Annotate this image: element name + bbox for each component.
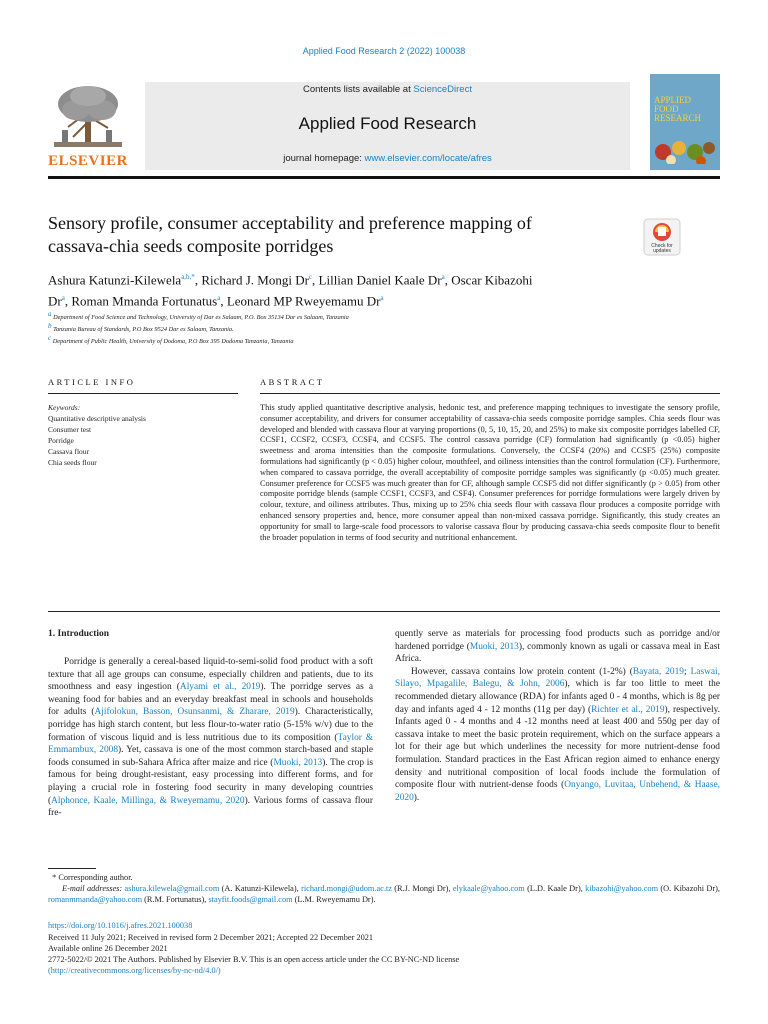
author-name: Ashura Katunzi-Kilewela	[48, 272, 182, 288]
affiliation-text: Department of Public Health, University of Dodoma, P.O Box 395 Dodoma Tanzania, Tanzania	[52, 338, 294, 346]
email-link[interactable]: kibazohi@yahoo.com	[585, 884, 661, 893]
cover-title-line: FOOD	[654, 104, 679, 114]
intro-paragraph	[48, 656, 373, 820]
affiliation-mark: b	[48, 322, 52, 330]
body-text: ). The crop is famous for being drought-resistant, easy processing into different forms, and for playing a crucial role in fostering food security in many developing countries (	[48, 757, 373, 806]
affiliation-mark: c	[48, 334, 52, 342]
elsevier-tree-logo	[48, 82, 128, 152]
citation-link[interactable]: Alphonce, Kaale, Millinga, & Rweyemamu, 2020	[51, 795, 245, 806]
intro-paragraph	[395, 628, 720, 666]
affiliation-text: Tanzania Bureau of Standards, P.O Box 9524 Dar es Salaam, Tanzania.	[53, 326, 234, 334]
check-for-updates-icon	[643, 218, 681, 256]
body-text: ), respectively. Infants aged 0 - 4 months and 4 -12 months need at least 400 and 550g per day of cassava intake to meet the basic protein requirement, which on the surface appears a lot for their age but which underlines the necessity for more nutrient-dense food formulation. Standard practices in the East African region aimed to enhance energy density and nutritional composition of local foods include the formulation of composite flour with nutrient-dense foods (	[395, 704, 720, 791]
check-updates-line2: updates	[653, 248, 671, 254]
author-name: Dr	[48, 293, 62, 309]
received-dates: Received 11 July 2021; Received in revised form 2 December 2021; Accepted 22 December 2021	[48, 933, 374, 942]
header-rule	[48, 176, 720, 179]
keyword: Cassava flour	[48, 447, 90, 456]
keyword: Chia seeds flour	[48, 458, 97, 467]
email-link[interactable]: romanmmanda@yahoo.com	[48, 895, 145, 904]
doi-link[interactable]: https://doi.org/10.1016/j.afres.2021.100038	[48, 921, 193, 930]
keyword: Porridge	[48, 436, 74, 445]
emails-label: E-mail addresses:	[62, 884, 123, 893]
body-text: ), which is far too little to meet the recommended dietary allowance (RDA) for infants aged 0 - 4 months, which is 8g per day and infants aged 4 - 12 months (11g per day) (	[395, 679, 720, 715]
sciencedirect-link[interactable]: ScienceDirect	[413, 84, 472, 95]
body-text: ;	[684, 666, 691, 677]
footnote-rule	[48, 868, 96, 869]
author-affiliation-mark[interactable]: a	[380, 294, 384, 303]
author-list	[48, 268, 648, 311]
article-title-line: Sensory profile, consumer acceptability and preference mapping of	[48, 213, 532, 233]
article-title-line: cassava-chia seeds composite porridges	[48, 236, 334, 256]
citation-link[interactable]: Muoki, 2013	[469, 641, 519, 652]
author-affiliation-mark[interactable]: a	[441, 273, 445, 281]
corresponding-note: * Corresponding author.	[48, 873, 133, 882]
journal-cover[interactable]	[650, 74, 720, 170]
body-text: quently serve as materials for processing food products such as porridge and/or hardened porridge (	[395, 629, 720, 652]
affiliation-mark: a	[48, 310, 52, 318]
author-name: Roman Mmanda Fortunatus	[71, 293, 218, 309]
journal-reference-link[interactable]: Applied Food Research 2 (2022) 100038	[302, 46, 466, 56]
cover-title-line: APPLIED	[654, 95, 692, 105]
body-text: ).	[413, 792, 420, 803]
homepage-prefix: journal homepage:	[283, 153, 362, 164]
citation-link[interactable]: Bayata, 2019	[632, 666, 684, 677]
citation-link[interactable]: Ajifolokun, Basson, Osunsanmi, & Zharare, 2019	[94, 707, 295, 718]
author-name: Richard J. Mongi Dr	[201, 272, 309, 288]
affiliation-b	[48, 322, 234, 333]
body-text: ). Characteristically, porridge has high starch content, but less flour-to-water ratio (5-15% w/v) due to the formation of viscous liquid and is less nutritious due to its composition (	[48, 707, 373, 743]
author-separator: ,	[312, 272, 319, 288]
abstract-text: This study applied quantitative descriptive analysis, hedonic test, and preference mapping techniques to investigate the sensory profile, consumer acceptability, and drivers for consumer acceptability of cassava-chia seeds composite porridge samples. Chia seeds flour was developed and blended with cassava flour at varying proportions (0, 5, 10, 15, 20, and 25%) to make six composite porridges labelled CF, CCSF1, CCSF2, CCSF3, CCSF4, and CCSF5. The control cassava porridge (CF) formulation had significantly (p <0.05) higher sweetness and aroma intensities than the composite formulations. Conversely, the CCSF4 (20%) and CCSF5 (25%) composite formulations had significantly (p < 0.05) higher colour, mouthfeel, and oiliness intensities than the control formulation (CF). Furthermore, when compared to cassava porridge, the overall acceptability of composite porridge samples was significantly (p <0.05) much greater. Consumer preference for CCSF5 was much greater than for CF, although sample CCSF5 did not differ significantly (p > 0.05) from other composite porridge blends (sample CCSF1, CCSF3, and CSF4). Consumer preferences for porridge formulations were largely driven by colour, texture, and oiliness attributes. Thus, mixing up to 25% chia seeds flour with cassava flour produces a composite porridge with enhanced sensory properties and, hence, more consumer appeal than non-mixed cassava porridge. Significantly, this study creates an opportunity for small to large-scale food processors to valorise cassava flour by producing cassava-chia seeds composite flour to benefit the broader population in terms of food security and nutritional enhancement.	[260, 403, 720, 542]
body-text: Porridge is generally a cereal-based liquid-to-semi-solid food product with a soft texture that all age groups can consume, especially children and patients, due to its smoothness and easy ingestion (	[48, 657, 373, 693]
author-name: Oscar Kibazohi	[451, 272, 533, 288]
section-heading-introduction: 1. Introduction	[48, 629, 110, 639]
email-owner: (L.M. Rweyemamu Dr).	[294, 895, 376, 904]
license-link[interactable]: (http://creativecommons.org/licenses/by-nc-nd/4.0/)	[48, 966, 221, 975]
body-text: ), commonly known as ugali or cassava meal in East Africa.	[395, 641, 720, 665]
license-text: 2772-5022/© 2021 The Authors. Published by Elsevier B.V. This is an open access article under the CC BY-NC-ND license	[48, 955, 460, 964]
homepage-link[interactable]: www.elsevier.com/locate/afres	[364, 153, 492, 164]
body-text: However, cassava contains low protein content (1-2%) (	[411, 666, 633, 677]
affiliation-text: Department of Food Science and Technology, University of Dar es Salaam, P.O. Box 35134 Dar es Salaam, Tanzania	[53, 314, 349, 322]
keywords-label: Keywords:	[48, 403, 81, 412]
cover-title	[654, 96, 701, 123]
email-link[interactable]: richard.mongi@udom.ac.tz	[301, 884, 395, 893]
email-owner: (L.D. Kaale Dr),	[527, 884, 586, 893]
email-addresses	[48, 883, 720, 905]
author-affiliation-mark[interactable]: a	[61, 294, 65, 303]
keyword: Quantitative descriptive analysis	[48, 414, 146, 423]
email-owner: (A. Katunzi-Kilewela),	[221, 884, 302, 893]
email-owner: (O. Kibazohi Dr),	[660, 884, 721, 893]
article-info-rule	[48, 393, 238, 394]
email-owner: (R.J. Mongi Dr),	[394, 884, 453, 893]
article-title	[48, 212, 608, 258]
email-link[interactable]: elykaale@yahoo.com	[452, 884, 528, 893]
author-separator: ,	[194, 272, 202, 288]
elsevier-wordmark: ELSEVIER	[48, 153, 128, 169]
abstract-bottom-rule	[48, 611, 720, 612]
abstract-heading: ABSTRACT	[260, 377, 325, 387]
keyword: Consumer test	[48, 425, 92, 434]
author-separator: ,	[220, 293, 227, 309]
intro-paragraph	[395, 666, 720, 805]
journal-reference[interactable]	[0, 46, 768, 56]
doi[interactable]	[48, 920, 192, 931]
citation-link[interactable]: Muoki, 2013	[273, 757, 323, 768]
citation-link[interactable]: Taylor & Emmambux, 2008	[48, 732, 373, 756]
author-name: Leonard MP Rweyemamu Dr	[226, 293, 381, 309]
author-line	[48, 289, 648, 310]
contents-line	[145, 84, 630, 95]
elsevier-logo	[48, 82, 128, 170]
citation-link[interactable]: Alyami et al., 2019	[179, 682, 261, 693]
body-text: ). Various forms of cassava flour fre-	[48, 795, 373, 819]
check-for-updates-button[interactable]	[643, 218, 681, 256]
body-text: ). The porridge serves as a weaning food for babies and an everyday breakfast meal in schools and households for adults (	[48, 682, 373, 718]
email-list	[48, 884, 720, 904]
check-updates-line1: Check for	[651, 243, 673, 249]
corresponding-text: Corresponding author.	[58, 873, 133, 882]
affiliation-c	[48, 334, 293, 345]
author-separator: ,	[64, 293, 72, 309]
email-link[interactable]: stayfit.foods@gmail.com	[208, 895, 295, 904]
contents-prefix: Contents lists available at	[303, 84, 411, 95]
author-separator: ,	[444, 272, 452, 288]
citation-link[interactable]: Laswai, Silayo, Mpagalile, Balegu, & John, 2006	[395, 666, 720, 690]
journal-homepage	[145, 153, 630, 164]
author-affiliation-mark[interactable]: c	[308, 273, 313, 281]
author-line	[48, 268, 648, 289]
license-url[interactable]	[48, 965, 221, 976]
body-text: ). Yet, cassava is one of the most common starch-based and staple foods consumed in sub-Sahara Africa after maize and rice (	[48, 745, 373, 768]
cover-food-image	[653, 134, 717, 164]
abstract-rule	[260, 393, 720, 394]
citation-link[interactable]: Onyango, Luvitaa, Unbehend, & Haase, 2020	[395, 780, 720, 803]
email-link[interactable]: ashura.kilewela@gmail.com	[124, 884, 222, 893]
intro-right-column	[395, 628, 720, 804]
email-owner: (R.M. Fortunatus),	[144, 895, 209, 904]
intro-left-column	[48, 656, 373, 820]
author-affiliation-mark[interactable]: a	[217, 294, 221, 303]
author-name: Lillian Daniel Kaale Dr	[318, 272, 442, 288]
article-info-heading: ARTICLE INFO	[48, 377, 136, 387]
affiliation-a	[48, 310, 349, 321]
author-affiliation-mark[interactable]: a,b,*	[181, 273, 195, 281]
journal-title: Applied Food Research	[298, 114, 477, 133]
cover-title-line: RESEARCH	[654, 113, 702, 123]
available-online: Available online 26 December 2021	[48, 944, 168, 953]
citation-link[interactable]: Richter et al., 2019	[591, 704, 665, 715]
